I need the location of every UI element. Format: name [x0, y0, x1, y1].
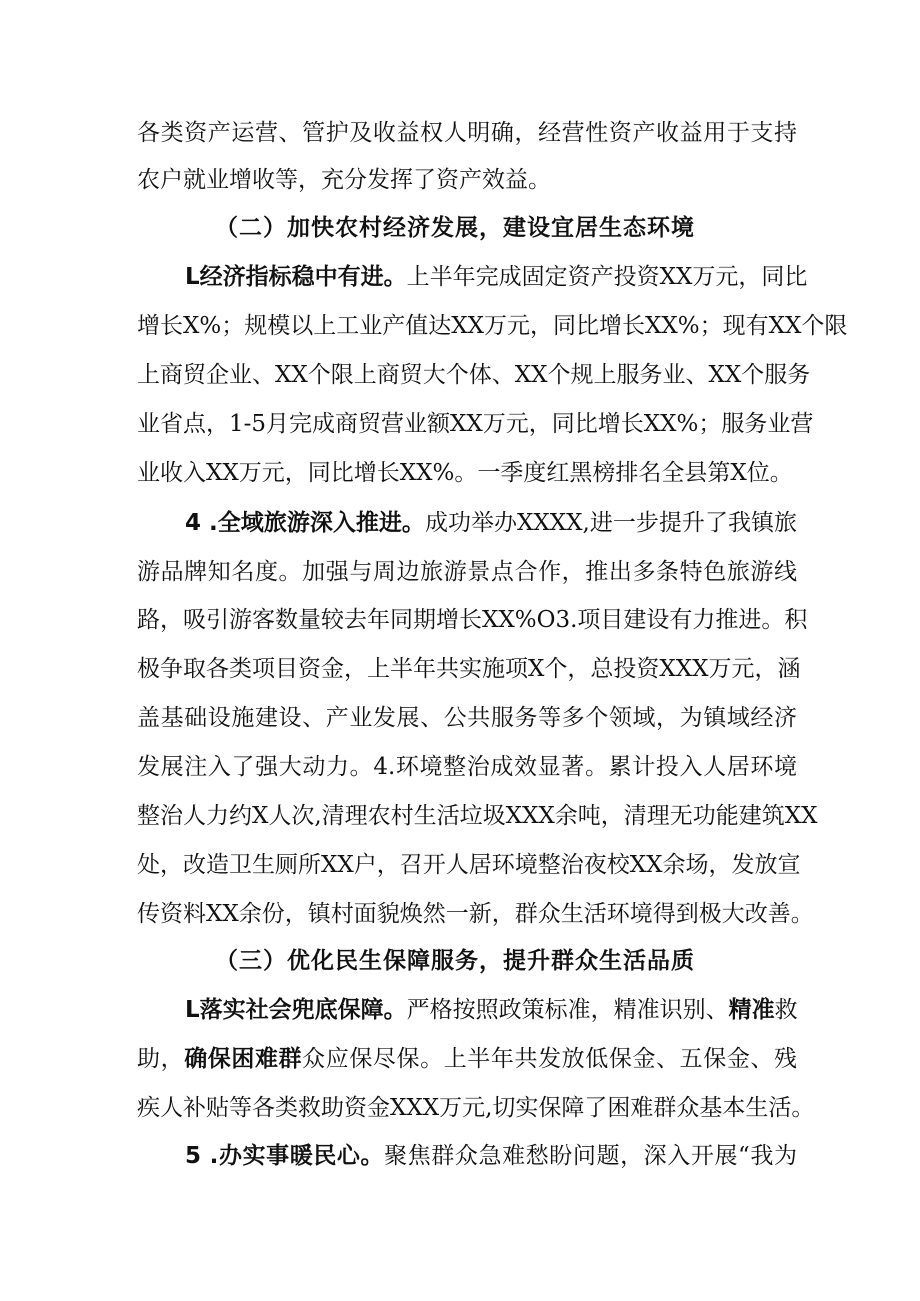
paragraph-line: [185, 1141, 797, 1171]
item-title: L落实社会兜底保障。: [185, 997, 407, 1023]
paragraph-line: [185, 262, 808, 292]
item-text: 上半年完成固定资产投资XX万元，同比: [406, 264, 808, 290]
item-text: 救: [774, 997, 798, 1023]
paragraph-line: 游品牌知名度。加强与周边旅游景点合作，推出多条特色旅游线: [137, 559, 797, 585]
paragraph-line: [185, 995, 797, 1025]
paragraph-line: 整治人力约X人次,清理农村生活垃圾XXX余吨，清理无功能建筑XX: [137, 803, 818, 829]
paragraph-line: 增长X%；规模以上工业产值达XX万元，同比增长XX%；现有XX个限: [137, 313, 848, 339]
paragraph-line: 路，吸引游客数量较去年同期增长XX%O3.项目建设有力推进。积: [137, 607, 808, 633]
item-text: 聚焦群众急难愁盼问题，深入开展“我为: [384, 1143, 797, 1169]
paragraph-line: 上商贸企业、XX个限上商贸大个体、XX个规上服务业、XX个服务: [137, 362, 811, 388]
paragraph-line: 业收入XX万元，同比增长XX%。一季度红黑榜排名全县第X位。: [137, 460, 793, 486]
paragraph-line: 农户就业增收等，充分发挥了资产效益。: [137, 167, 551, 193]
paragraph-line: [137, 1044, 797, 1074]
paragraph-line: 发展注入了强大动力。4.环境整治成效显著。累计投入人居环境: [137, 754, 797, 780]
paragraph-line: 各类资产运营、管护及收益权人明确，经营性资产收益用于支持: [137, 120, 797, 146]
bold-text: 确保困难群: [184, 1046, 303, 1072]
paragraph-line: 极争取各类项目资金，上半年共实施项X个，总投资XXX万元，涵: [137, 656, 801, 682]
item-title: 5 .办实事暖民心。: [185, 1143, 385, 1169]
paragraph-line: [185, 508, 797, 538]
paragraph-line: 处，改造卫生厕所XX户，召开人居环境整治夜校XX余场，发放宣: [137, 852, 801, 878]
paragraph-line: 业省点，1-5月完成商贸营业额XX万元，同比增长XX%；服务业营: [137, 411, 814, 437]
item-text: 成功举办XXXX,进一步提升了我镇旅: [424, 510, 797, 536]
item-text: 严格按照政策标准，精准识别、: [406, 997, 729, 1023]
item-text: 众应保尽保。上半年共发放低保金、五保金、残: [302, 1046, 798, 1072]
bold-text: 精准: [728, 997, 775, 1023]
paragraph-line: 盖基础设施建设、产业发展、公共服务等多个领域，为镇域经济: [137, 705, 797, 731]
paragraph-line: 疾人补贴等各类救助资金XXX万元,切实保障了困难群众基本生活。: [137, 1095, 815, 1121]
item-text: 助，: [137, 1046, 185, 1072]
item-title: L经济指标稳中有进。: [185, 264, 407, 290]
section-heading: （二）加快农村经济发展，建设宜居生态环境: [215, 215, 695, 241]
paragraph-line: 传资料XX余份，镇村面貌焕然一新，群众生活环境得到极大改善。: [137, 901, 814, 927]
item-title: 4 .全域旅游深入推进。: [185, 510, 425, 536]
section-heading: （三）优化民生保障服务，提升群众生活品质: [215, 948, 695, 974]
